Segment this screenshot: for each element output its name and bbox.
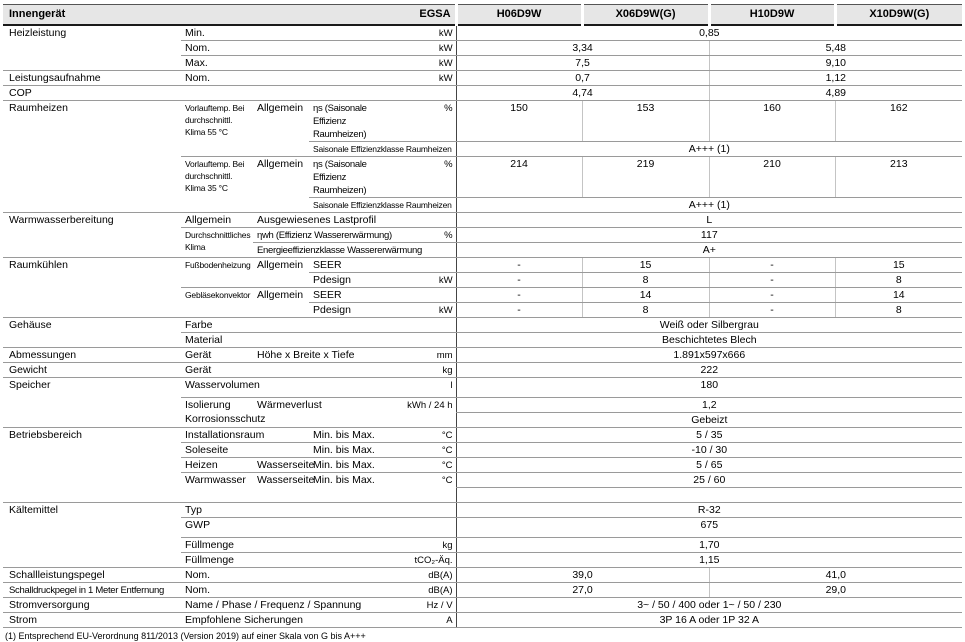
unit-cell: °C	[403, 458, 456, 473]
value-cell: -	[709, 273, 835, 288]
value-cell: 222	[456, 363, 962, 378]
spec-label-cell	[403, 318, 456, 333]
row-category-heizleistung: Heizleistung	[3, 25, 181, 71]
value-cell: 41,0	[709, 568, 962, 583]
value-cell: 150	[456, 101, 582, 142]
spec-label-cell: Min. bis Max.	[309, 443, 403, 458]
spec-label-cell: Wasserseite	[253, 458, 309, 473]
spec-label-cell: Warmwasser	[185, 473, 246, 486]
value-cell: -	[709, 258, 835, 273]
spec-table	[3, 4, 962, 628]
spec-label-cell: Isolierung	[185, 398, 231, 411]
row-category-raumheizen: Raumheizen	[3, 101, 181, 213]
spec-label-cell	[253, 56, 403, 71]
spec-label-cell: Pdesign	[309, 273, 403, 288]
spec-label-cell: Name / Phase / Frequenz / Spannung	[181, 598, 403, 613]
value-cell: 5 / 35	[456, 428, 962, 443]
spec-label-cell: Vorlauftemp. Bei durchschnittl. Klima 35 °C	[181, 157, 253, 213]
spec-label-cell	[403, 258, 456, 273]
spec-label-cell: Allgemein	[181, 213, 253, 228]
unit-cell: kW	[403, 41, 456, 56]
value-cell: -10 / 30	[456, 443, 962, 458]
spec-label-cell: Nom.	[181, 71, 253, 86]
spec-sheet	[0, 4, 965, 641]
spec-label-cell	[181, 488, 456, 503]
unit-cell: A	[403, 613, 456, 628]
spec-label-cell: GWP	[181, 518, 403, 538]
spec-label-cell: Heizen	[181, 458, 253, 473]
value-cell: Gebeizt	[456, 413, 962, 428]
table-row	[3, 378, 962, 398]
value-cell: 5 / 65	[456, 458, 962, 473]
spec-label-cell	[403, 288, 456, 303]
row-category-schallleistungspegel: Schallleistungspegel	[3, 568, 181, 583]
value-cell: 213	[835, 157, 962, 198]
spec-label-cell: ηs (Saisonale Effizienz Raumheizen)	[309, 101, 403, 142]
value-cell: -	[456, 258, 582, 273]
spec-label-cell: Vorlauftemp. Bei durchschnittl. Klima 55 °C	[181, 101, 253, 157]
value-cell: 27,0	[456, 583, 709, 598]
value-cell: 0,85	[456, 25, 962, 41]
unit-cell: %	[403, 101, 456, 142]
spec-label-cell: Durchschnittliches Klima	[181, 228, 253, 258]
spec-label-cell	[403, 86, 456, 101]
spec-label-cell: Allgemein	[253, 258, 309, 288]
spec-label-cell: Nom.	[181, 568, 403, 583]
row-category-stromversorgung: Stromversorgung	[3, 598, 181, 613]
unit-cell: °C	[403, 443, 456, 458]
row-category-strom: Strom	[3, 613, 181, 628]
unit-cell: °C	[403, 428, 456, 443]
row-category-gewicht: Gewicht	[3, 363, 181, 378]
spec-label-cell: SEER	[309, 258, 403, 273]
value-cell: 14	[582, 288, 709, 303]
row-category-abmessungen: Abmessungen	[3, 348, 181, 363]
table-row	[3, 598, 962, 613]
value-cell: A+++ (1)	[456, 198, 962, 213]
footnote: (1) Entsprechend EU-Verordnung 811/2013 (Version 2019) auf einer Skala von G bis A+++	[5, 631, 366, 641]
spec-label-cell: Höhe x Breite x Tiefe	[253, 348, 403, 363]
spec-label-cell: Allgemein	[253, 288, 309, 318]
value-cell: -	[456, 288, 582, 303]
spec-label-cell: Empfohlene Sicherungen	[181, 613, 403, 628]
value-cell: 25 / 60	[456, 473, 962, 488]
value-cell: 0,7	[456, 71, 709, 86]
table-head	[3, 5, 962, 26]
value-cell: 8	[835, 303, 962, 318]
spec-label-cell	[403, 213, 456, 228]
column-header-h06d9w: H06D9W	[456, 5, 582, 26]
spec-label-cell: Nom.	[181, 583, 403, 598]
spec-label-cell: Saisonale Effizienzklasse Raumheizen	[309, 142, 456, 157]
spec-label-cell: Nom.	[181, 41, 253, 56]
table-row	[3, 503, 962, 518]
value-cell: 675	[456, 518, 962, 538]
table-row	[3, 258, 962, 273]
spec-label-cell: Füllmenge	[181, 538, 403, 553]
spec-label-cell	[253, 25, 403, 41]
spec-label-cell: Gerät	[181, 348, 253, 363]
value-cell: 39,0	[456, 568, 709, 583]
unit-cell: kWh / 24 h	[407, 399, 453, 411]
value-cell: 1,2	[456, 398, 962, 413]
unit-cell: kW	[403, 71, 456, 86]
spec-label-cell	[181, 86, 253, 101]
spec-label-cell: Füllmenge	[181, 553, 403, 568]
value-cell: 7,5	[456, 56, 709, 71]
unit-cell: mm	[403, 348, 456, 363]
unit-cell: kW	[403, 25, 456, 41]
row-category-kaeltemittel: Kältemittel	[3, 503, 181, 568]
spec-label-cell: SEER	[309, 288, 403, 303]
spec-label-cell	[403, 518, 456, 538]
row-category-leistungsaufnahme: Leistungsaufnahme	[3, 71, 181, 86]
spec-label-cell: Gerät	[181, 363, 403, 378]
spec-label-cell: Pdesign	[309, 303, 403, 318]
spec-label-cell: Typ	[181, 503, 403, 518]
value-cell: 1,12	[709, 71, 962, 86]
value-cell: 210	[709, 157, 835, 198]
header-row	[3, 5, 962, 26]
value-cell: -	[456, 303, 582, 318]
spec-label-cell: Wasservolumen	[181, 378, 403, 398]
column-header-x06d9w: X06D9W(G)	[582, 5, 709, 26]
unit-cell: kg	[403, 538, 456, 553]
value-cell: 14	[835, 288, 962, 303]
value-cell: 1.891x597x666	[456, 348, 962, 363]
spec-label-cell: Material	[181, 333, 403, 348]
spec-label-cell: Saisonale Effizienzklasse Raumheizen	[309, 198, 456, 213]
value-cell: 4,74	[456, 86, 709, 101]
spec-label-cell: Min. bis Max.	[309, 428, 403, 443]
value-cell: A+	[456, 243, 962, 258]
spec-label-cell	[456, 488, 962, 503]
unit-cell: kW	[403, 56, 456, 71]
row-category-gehaeuse: Gehäuse	[3, 318, 181, 348]
spec-label-cell: ηs (Saisonale Effizienz Raumheizen)	[309, 157, 403, 198]
value-cell: 8	[582, 303, 709, 318]
spec-label-cell	[403, 333, 456, 348]
unit-cell: %	[403, 228, 456, 243]
unit-cell: tCO₂-Äq.	[403, 553, 456, 568]
spec-label-cell: Wasserseite	[257, 473, 315, 486]
spec-label-cell: Energieeffizienzklasse Wassererwärmung	[253, 243, 456, 258]
value-cell: 9,10	[709, 56, 962, 71]
value-cell: 5,48	[709, 41, 962, 56]
table-row	[3, 25, 962, 41]
value-cell: 15	[835, 258, 962, 273]
table-title: Innengerät	[3, 5, 403, 26]
value-cell: R-32	[456, 503, 962, 518]
value-cell: 3,34	[456, 41, 709, 56]
unit-cell: Hz / V	[403, 598, 456, 613]
value-cell: 29,0	[709, 583, 962, 598]
unit-cell: dB(A)	[403, 583, 456, 598]
spec-label-cell: Ausgewiesenes Lastprofil	[253, 213, 403, 228]
table-row	[3, 613, 962, 628]
spec-label-cell: Allgemein	[253, 101, 309, 157]
spec-label-cell: Allgemein	[253, 157, 309, 213]
value-cell: 162	[835, 101, 962, 142]
value-cell: 8	[835, 273, 962, 288]
unit-cell: kW	[403, 303, 456, 318]
value-cell: 1,70	[456, 538, 962, 553]
value-cell: Beschichtetes Blech	[456, 333, 962, 348]
unit-cell: l	[403, 378, 456, 398]
unit-cell: kW	[403, 273, 456, 288]
value-cell: -	[709, 303, 835, 318]
spec-label-cell: Min. bis Max.	[309, 458, 403, 473]
value-cell: 3~ / 50 / 400 oder 1~ / 50 / 230	[456, 598, 962, 613]
row-category-warmwasserbereitung: Warmwasserbereitung	[3, 213, 181, 258]
column-header-x10d9w: X10D9W(G)	[835, 5, 962, 26]
value-cell: 3P 16 A oder 1P 32 A	[456, 613, 962, 628]
value-cell: 8	[582, 273, 709, 288]
value-cell: -	[709, 288, 835, 303]
value-cell: 160	[709, 101, 835, 142]
value-cell: 1,15	[456, 553, 962, 568]
value-cell: 4,89	[709, 86, 962, 101]
row-category-raumkuehlen: Raumkühlen	[3, 258, 181, 318]
unit-cell: °C	[441, 474, 453, 486]
value-cell: Weiß oder Silbergrau	[456, 318, 962, 333]
table-row	[3, 71, 962, 86]
spec-label-cell: Korrosionsschutz	[181, 413, 403, 428]
spec-label-cell	[253, 41, 403, 56]
value-cell: 180	[456, 378, 962, 398]
value-cell: 117	[456, 228, 962, 243]
spec-label-cell	[253, 71, 403, 86]
row-category-schalldruckpegel: Schalldruckpegel in 1 Meter Entfernung	[3, 583, 181, 598]
spec-label-cell: Gebläsekonvektor	[181, 288, 253, 318]
table-row	[3, 363, 962, 378]
unit-cell: kg	[403, 363, 456, 378]
value-cell: -	[456, 273, 582, 288]
row-category-betriebsbereich: Betriebsbereich	[3, 428, 181, 503]
unit-cell: %	[403, 157, 456, 198]
table-row	[3, 583, 962, 598]
value-cell: A+++ (1)	[456, 142, 962, 157]
value-cell: 15	[582, 258, 709, 273]
unit-cell: dB(A)	[403, 568, 456, 583]
value-cell: 153	[582, 101, 709, 142]
value-cell: 219	[582, 157, 709, 198]
table-row	[3, 213, 962, 228]
spec-label-cell	[403, 503, 456, 518]
spec-label-cell: Wärmeverlust	[257, 398, 322, 411]
table-row	[3, 428, 962, 443]
value-cell: 214	[456, 157, 582, 198]
table-row	[3, 86, 962, 101]
value-cell: L	[456, 213, 962, 228]
spec-label-cell: Min.	[181, 25, 253, 41]
model-series-label: EGSA	[403, 5, 456, 26]
spec-label-cell: Min. bis Max.	[313, 473, 375, 486]
table-row	[3, 318, 962, 333]
spec-label-cell	[403, 413, 456, 428]
spec-label-cell: Farbe	[181, 318, 403, 333]
table-row	[3, 348, 962, 363]
spec-label-cell	[253, 86, 403, 101]
spec-label-cell: ηwh (Effizienz Wassererwärmung)	[253, 228, 403, 243]
table-row	[3, 568, 962, 583]
column-header-h10d9w: H10D9W	[709, 5, 835, 26]
spec-label-cell: Soleseite	[181, 443, 309, 458]
spec-label-cell: Max.	[181, 56, 253, 71]
table-body	[3, 25, 962, 628]
spec-label-cell: Fußbodenheizung	[181, 258, 253, 288]
row-category-cop: COP	[3, 86, 181, 101]
spec-label-cell: Installationsraum	[181, 428, 309, 443]
row-category-speicher: Speicher	[3, 378, 181, 428]
table-row	[3, 101, 962, 142]
